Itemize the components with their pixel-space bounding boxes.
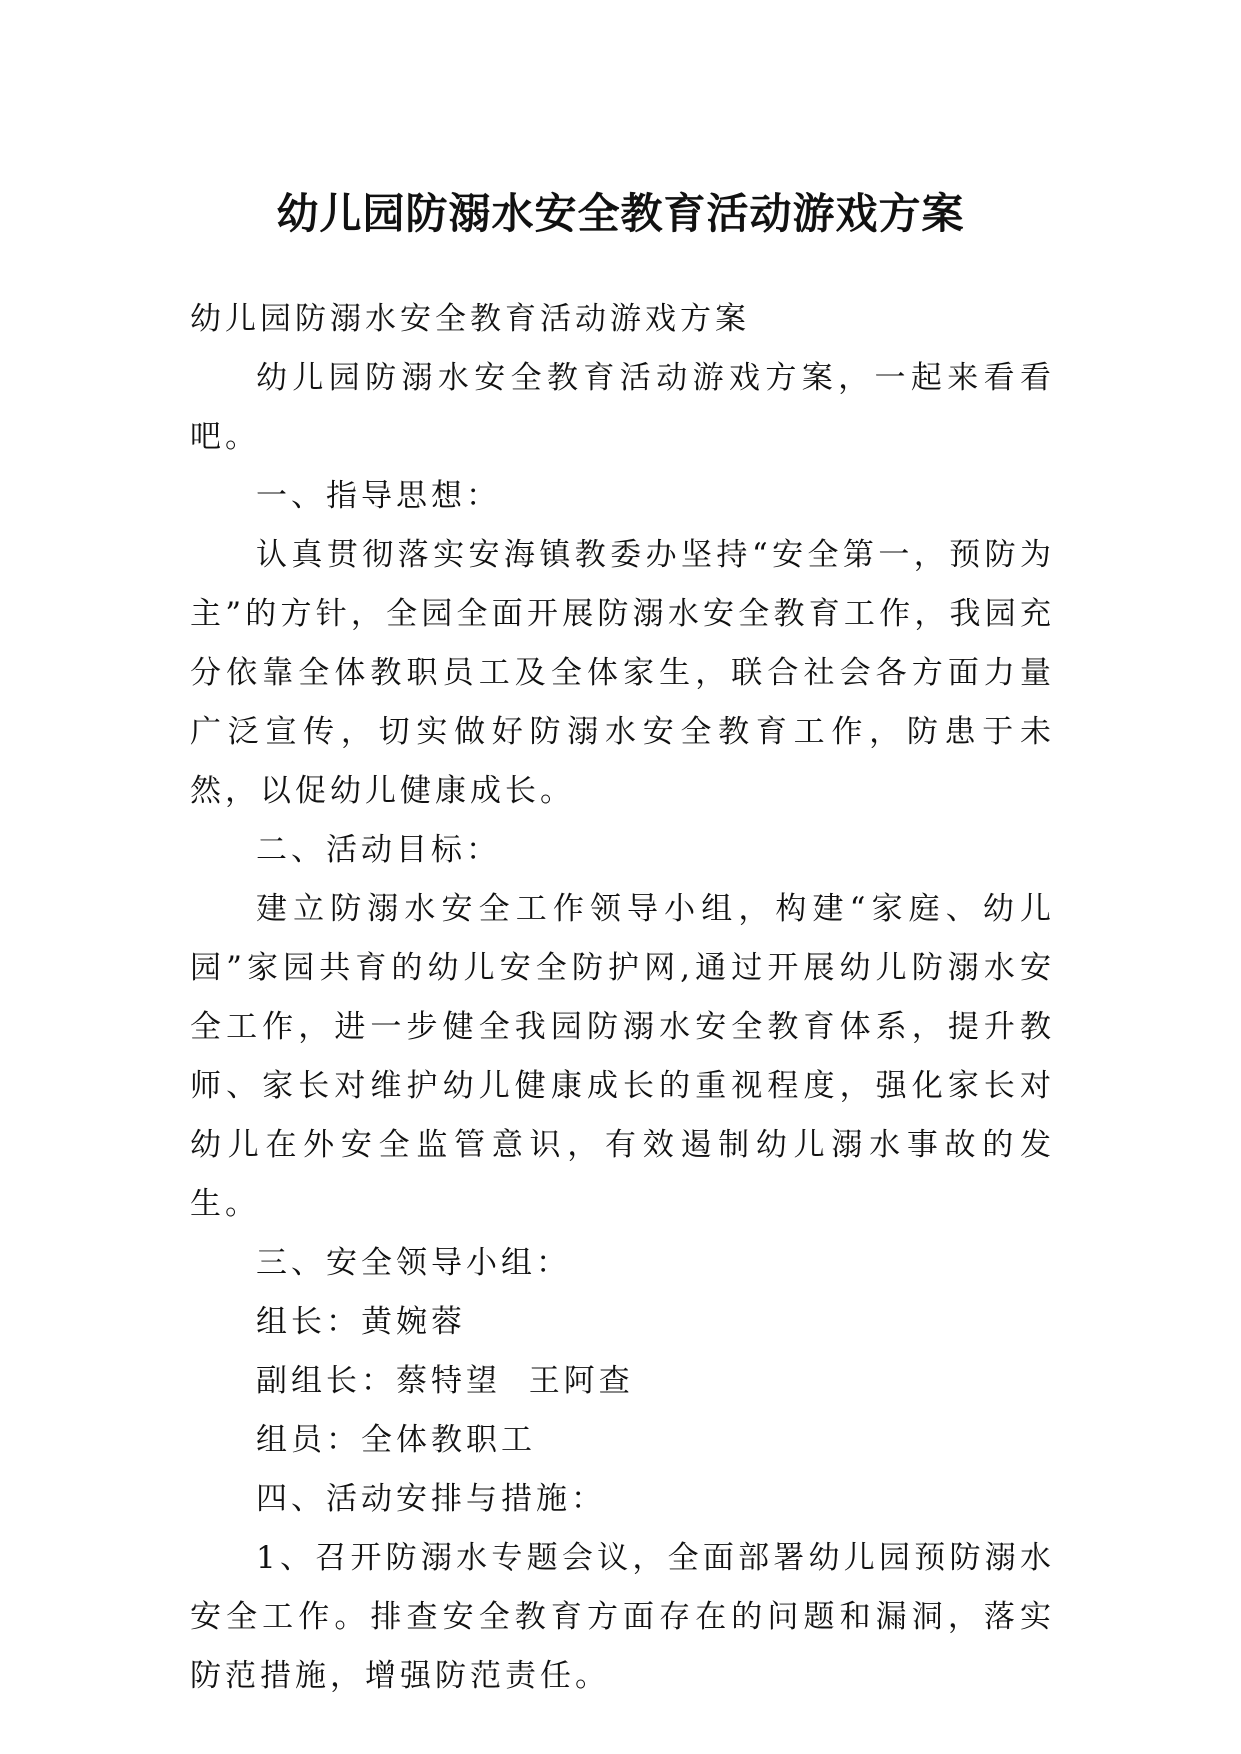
deputy-leader-line: 副组长：蔡特望 王阿查 [256,1363,634,1399]
document-title: 幼儿园防溺水安全教育活动游戏方案 [276,189,965,239]
paragraph-subtitle: 幼儿园防溺水安全教育活动游戏方案 [190,301,750,337]
section-heading-arrangements: 四、活动安排与措施： [256,1481,606,1517]
paragraph-guiding-ideology: 认真贯彻落实安海镇教委办坚持“安全第一，预防为主”的方针，全园全面开展防溺水安全教育工作，我园充分依靠全体教职员工及全体家生，联合社会各方面力量广泛宣传，切实做好防溺水安全教育工作，防患于未然，以促幼儿健康成长。 [190,537,1055,809]
section-heading-safety-group: 三、安全领导小组： [256,1245,571,1281]
paragraph-intro: 幼儿园防溺水安全教育活动游戏方案，一起来看看吧。 [190,360,1055,455]
section-heading-activity-goals: 二、活动目标： [256,832,501,868]
paragraph-arrangement-1: 1、召开防溺水专题会议，全面部署幼儿园预防溺水安全工作。排查安全教育方面存在的问题和漏洞，落实防范措施，增强防范责任。 [190,1540,1055,1694]
group-members-line: 组员：全体教职工 [256,1422,536,1458]
paragraph-activity-goals: 建立防溺水安全工作领导小组，构建“家庭、幼儿园”家园共育的幼儿安全防护网,通过开展幼儿防溺水安全工作，进一步健全我园防溺水安全教育体系，提升教师、家长对维护幼儿健康成长的重视程度，强化家长对幼儿在外安全监管意识，有效遏制幼儿溺水事故的发生。 [190,891,1055,1222]
section-heading-guiding-ideology: 一、指导思想： [256,478,501,514]
group-leader-line: 组长：黄婉蓉 [256,1304,466,1340]
document-body [190,290,1055,1706]
